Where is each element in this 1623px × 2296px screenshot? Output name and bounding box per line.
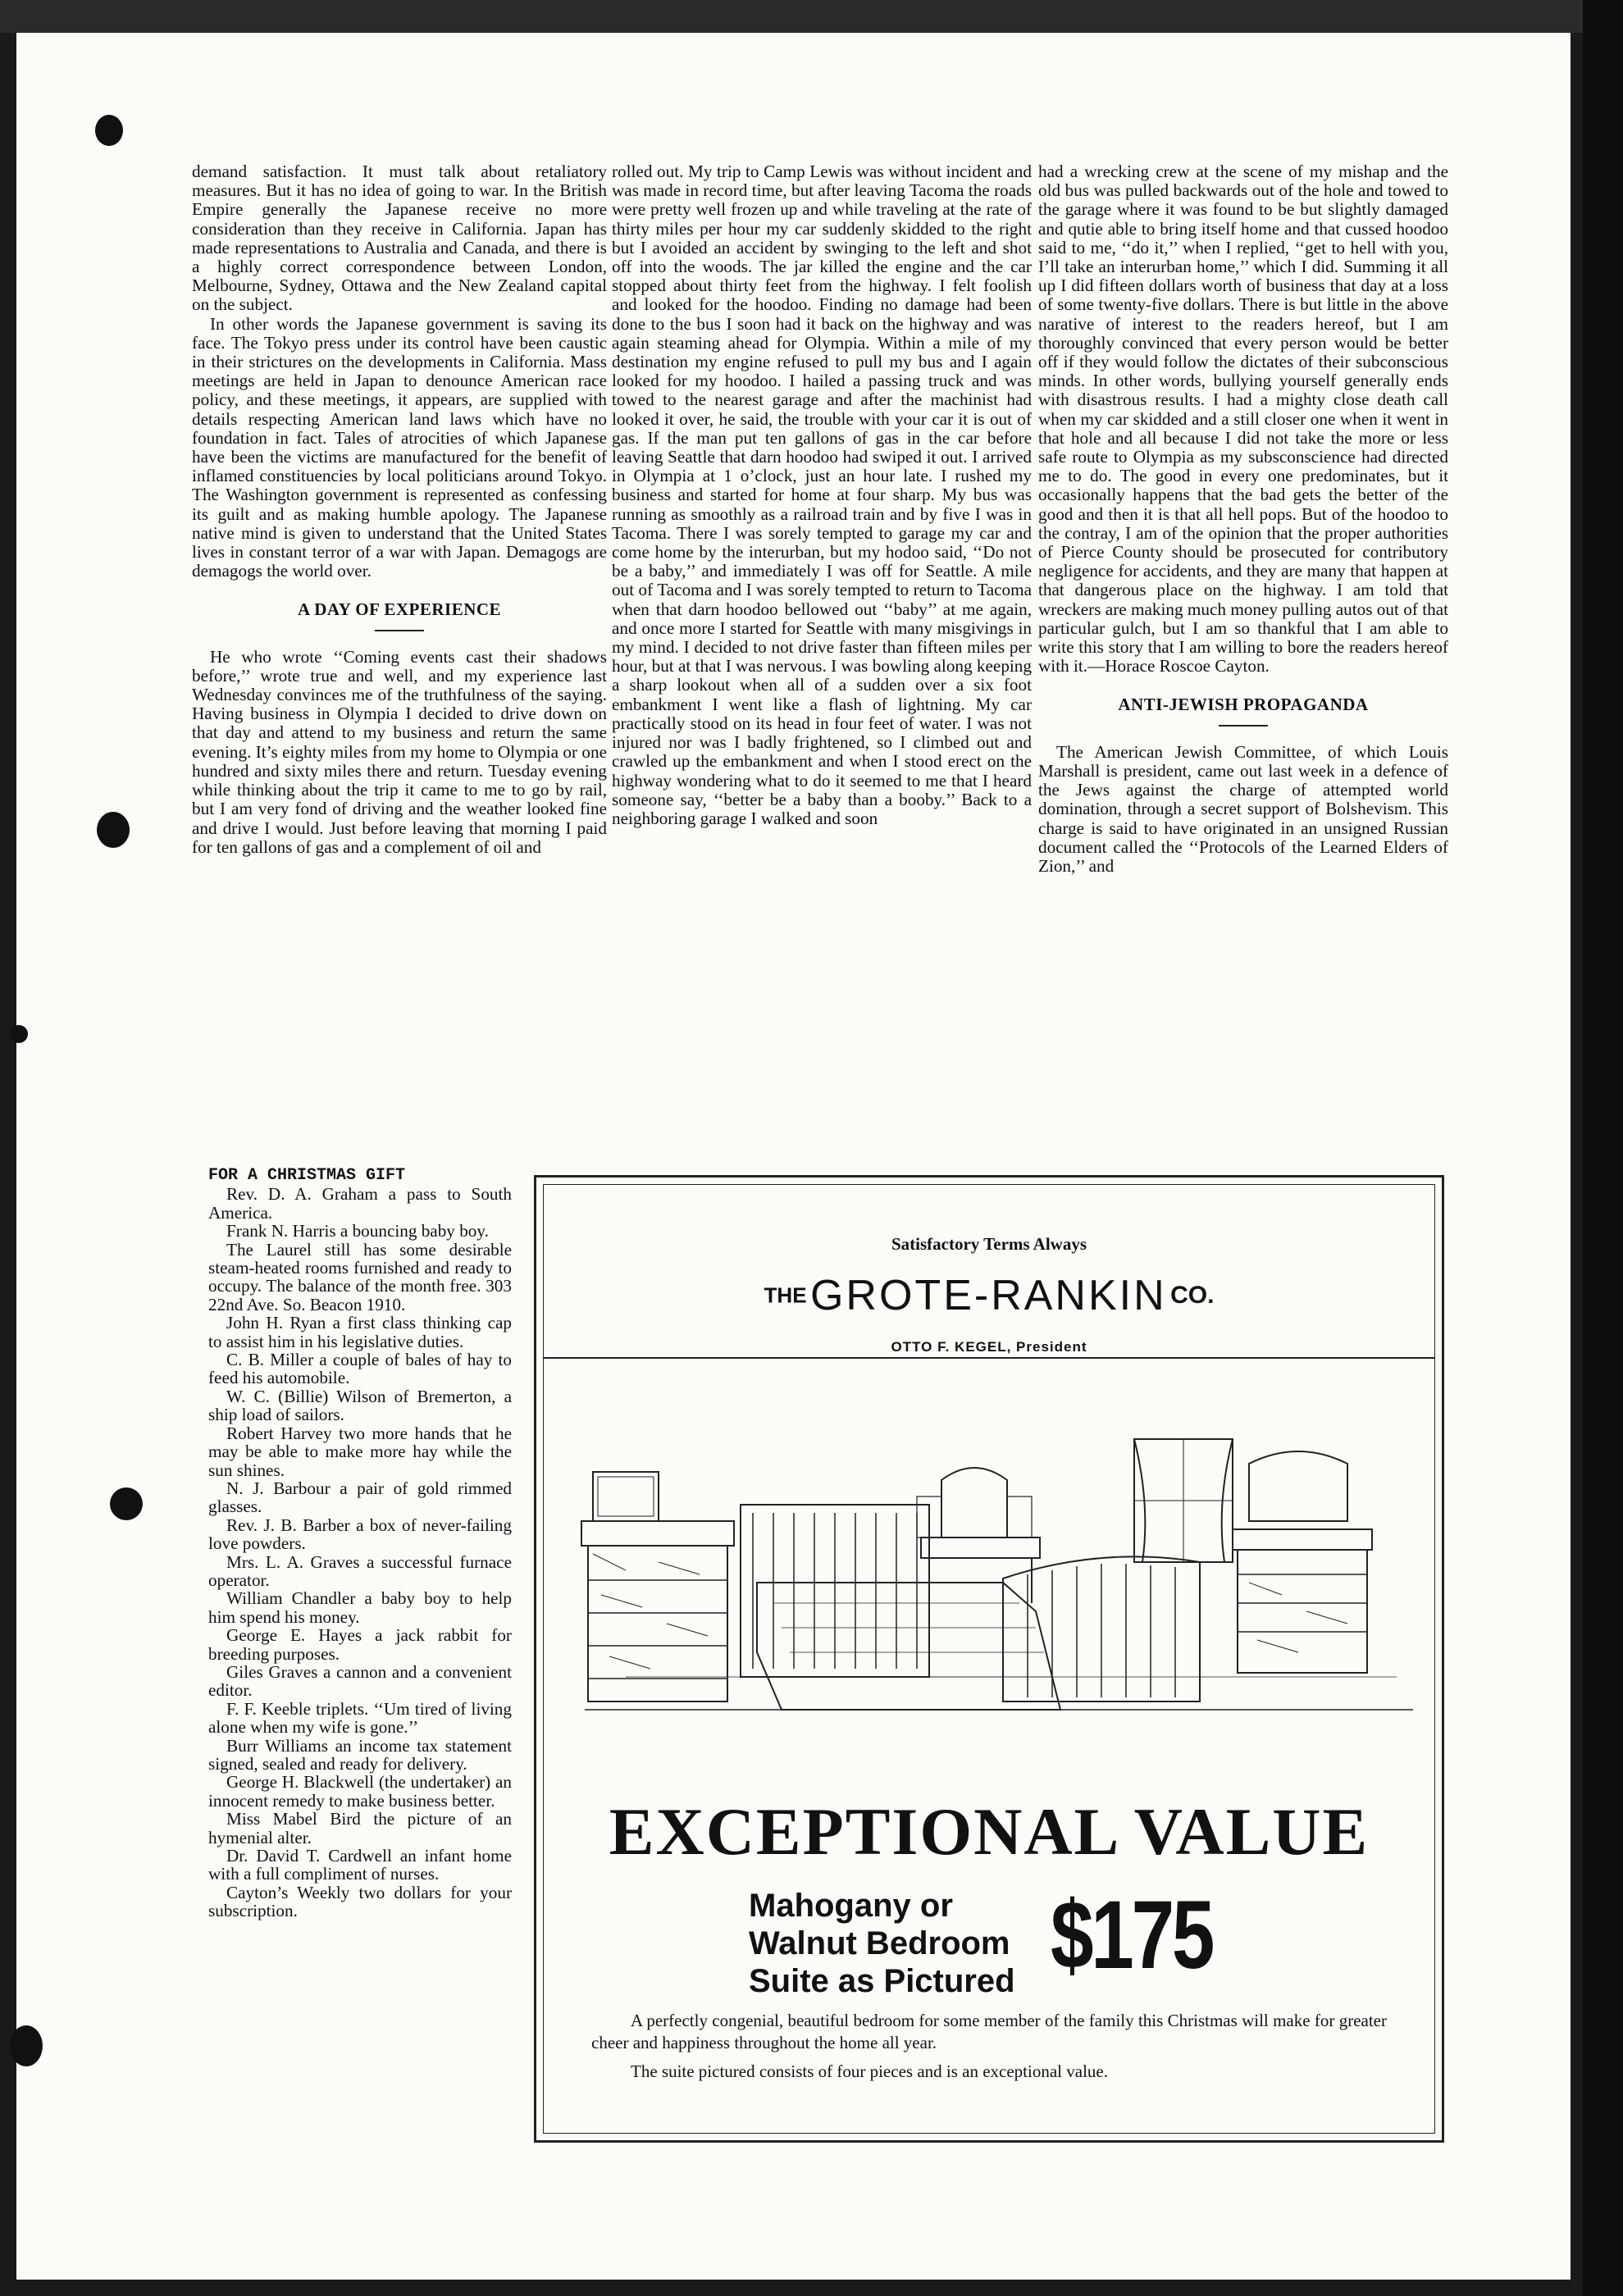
ad-president: OTTO F. KEGEL, President — [891, 1339, 1087, 1355]
gift-item: George H. Blackwell (the undertaker) an innocent remedy to make business better. — [208, 1772, 512, 1811]
brand-name: GROTE-RANKIN — [809, 1272, 1167, 1319]
ad-price: $175 — [1051, 1881, 1213, 1989]
gift-item: Robert Harvey two more hands that he may be able to make more hay while the sun shines. — [208, 1423, 512, 1480]
paragraph: rolled out. My trip to Camp Lewis was without incident and was made in record time, but after leaving Tacoma the roads were pretty well frozen up and while traveling at the rate of thirty miles per hour my car suddenly skidded to the right but I avoided an accident by swinging to the left and shot off into the woods. The jar killed the engine and the car stopped about thirty feet from the highway. I felt foolish and looked for the hoodoo. Finding no damage had been done to the bus I soon had it back on the highway and was again steaming ahead for Olympia. Within a mile of my destination my engine refused to pull my bus and I again looked for my hoodoo. I hailed a passing truck and was towed to the nearest garage and after the machinist had looked it over, he said, the trouble with your car it is out of gas. If the man put ten gallons of gas in the car before leaving Seattle that darn hoodoo had swiped it out. I arrived in Olympia at 1 o’clock, just an hour late. I rushed my business and started for home at four sharp. My bus was running as smoothly as a railroad train and by five I was in Tacoma. There I was sorely tempted to garage my car and come home by the interurban, but my hodoo said, ‘‘Do not be a baby,’’ and immediately I was off for Seattle. A mile out of Tacoma and I was sorely tempted to return to Tacoma when that darn hoodoo bellowed out ‘‘baby’’ at me again, and once more I started for Seattle with many misgivings in my mind. I decided to not drive faster than fifteen miles per hour, but at that I was nervous. I was bowling along keeping a sharp lookout when all of a sudden over a six foot embankment I went like a flash of lightning. My car practically stood on its head in four feet of water. I was not injured nor was I badly frightened, so I climbed out and crawled up the embankment and when I stood erect on the highway wondering what to do it seemed to me that I heard someone say, ‘‘better be a baby than a booby.’’ Back to a neighboring garage I walked and soon — [612, 162, 1032, 828]
gift-item: Cayton’s Weekly two dollars for your subscription. — [208, 1882, 512, 1921]
ad-inner-border — [543, 1184, 1435, 2134]
punch-hole — [110, 1487, 143, 1520]
column-2 — [612, 162, 1032, 828]
bedroom-suite-illustration — [577, 1406, 1421, 1726]
ad-suite-description — [749, 1887, 1044, 2000]
paragraph: In other words the Japanese government is saving its face. The Tokyo press under its control have been caustic in their strictures on the developments in California. Mass meetings are held in Japan to denounce American race policy, and these meetings, it appears, are supplied with details respecting American land laws which have no foundation in fact. Tales of atrocities of which Japanese have been the victims are manufactured for the benefit of inflamed constituencies by local politicians around Tokyo. The Washington government is represented as confessing its guilt and as making humble apology. The Japanese native mind is given to understand that the United States lives in constant terror of a war with Japan. Demagogs are demagogs the world over. — [192, 313, 607, 581]
scan-border-top — [0, 0, 1623, 33]
gift-item: Rev. D. A. Graham a pass to South America. — [208, 1184, 512, 1223]
gift-item: N. J. Barbour a pair of gold rimmed glasses. — [208, 1478, 512, 1517]
grote-rankin-advertisement — [534, 1175, 1444, 2143]
gift-item: Dr. David T. Cardwell an infant home with a full compliment of nurses. — [208, 1846, 512, 1884]
headline-rule — [1219, 725, 1268, 727]
ad-header — [544, 1185, 1434, 1359]
punch-hole — [95, 115, 123, 146]
suite-line: Mahogany or — [749, 1888, 953, 1924]
gift-item: Burr Williams an income tax statement signed, sealed and ready for delivery. — [208, 1735, 512, 1774]
ad-desc-paragraph: A perfectly congenial, beautiful bedroom for some member of the family this Christmas will make for greater cheer and happiness throughout the home all year. — [591, 2011, 1387, 2052]
gift-list-title: FOR A CHRISTMAS GIFT — [208, 1166, 406, 1185]
punch-hole — [10, 1025, 28, 1043]
gift-item: John H. Ryan a first class thinking cap to assist him in his legislative duties. — [208, 1313, 512, 1351]
punch-hole — [10, 2025, 43, 2066]
column-1 — [192, 162, 607, 857]
ad-headline: EXCEPTIONAL VALUE — [609, 1794, 1370, 1869]
ad-terms: Satisfactory Terms Always — [891, 1234, 1087, 1254]
suite-line: Walnut Bedroom — [749, 1925, 1010, 1961]
gift-item: Rev. J. B. Barber a box of never-failing love powders. — [208, 1515, 512, 1554]
scan-border-right — [1583, 0, 1623, 2296]
paragraph: demand satisfaction. It must talk about retaliatory measures. But it has no idea of going to war. In the British Empire generally the Japanese receive no more consideration than they receive in California. Japan has made representations to Australia and Canada, and there is a highly correct correspondence between London, Melbourne, Sydney, Ottawa and the New Zealand capital on the subject. — [192, 162, 607, 315]
paragraph: The American Jewish Committee, of which Louis Marshall is president, came out last week in a defence of the Jews against the charge of attempted world domination, through a secret support of Bolshevism. This charge is said to have originated in an unsigned Russian document called the ‘‘Protocols of the Learned Elders of Zion,’’ and — [1038, 741, 1448, 876]
brand-the: THE — [764, 1282, 807, 1308]
gift-item: George E. Hayes a jack rabbit for breeding purposes. — [208, 1625, 512, 1664]
headline-day-of-experience: A DAY OF EXPERIENCE — [297, 599, 502, 620]
gift-item: C. B. Miller a couple of bales of hay to feed his automobile. — [208, 1350, 512, 1388]
gift-item: William Chandler a baby boy to help him spend his money. — [208, 1588, 512, 1627]
newspaper-page — [16, 33, 1571, 2280]
gift-item: F. F. Keeble triplets. ‘‘Um tired of living alone when my wife is gone.’’ — [208, 1698, 512, 1738]
headline-anti-jewish-propaganda: ANTI-JEWISH PROPAGANDA — [1118, 695, 1369, 715]
suite-line: Suite as Pictured — [749, 1963, 1015, 1999]
gift-item: Giles Graves a cannon and a convenient editor. — [208, 1661, 512, 1701]
ad-description — [591, 2010, 1387, 2089]
gift-item: The Laurel still has some desirable steam-heated rooms furnished and ready to occupy. The balance of the month free. 303 22nd Ave. So. Beacon 1910. — [208, 1239, 512, 1314]
christmas-gift-column — [208, 1167, 512, 1920]
paragraph: He who wrote ‘‘Coming events cast their shadows before,’’ wrote true and well, and my experience last Wednesday convinces me of the truthfulness of the saying. Having business in Olympia I decided to drive down on that day and attend to my business and return the same evening. It’s eighty miles from my home to Olympia or one hundred and sixty miles there and return. Tuesday evening while thinking about the trip it came to me to go by rail, but I am very fond of driving and the weather looked fine and drive I would. Just before leaving that morning I paid for ten gallons of gas and a complement of oil and — [192, 646, 607, 857]
gift-item: Mrs. L. A. Graves a successful furnace operator. — [208, 1551, 512, 1590]
ad-desc-paragraph: The suite pictured consists of four pieces and is an exceptional value. — [631, 2061, 1108, 2081]
headline-rule — [375, 630, 424, 631]
column-3 — [1038, 162, 1448, 876]
paragraph: had a wrecking crew at the scene of my mishap and the old bus was pulled backwards out of the hole and towed to the garage where it was found to be but slightly damaged and qutie able to bring itself home and that cussed hoodoo said to me, ‘‘do it,’’ when I replied, ‘‘get to hell with you, I’ll take an interurban home,’’ which I did. Summing it all up I did fifteen dollars worth of business that day at a loss of some twenty-five dollars. There is but little in the above narative of interest to the readers hereof, but I am thoroughly convinced that every person would be better off if they would follow the dictates of their subconscious minds. In other words, bullying yourself generally ends with disastrous results. I had a mighty close death call when my car skidded and a still closer one when it went in that hole and all because I did not take the more or less safe route to Olympia as my subsconscience had directed me to do. The good in every one predominates, but it occasionally happens that the bad gets the better of the good and then it is that all hell pops. But of the hoodoo to the contray, I am of the opinion that the proper authorities of Pierce County should be prosecuted for contributory negligence for accidents, and they are many that happen at that dangerous place on the highway. I am told that wreckers are making much money pulling autos out of that particular gulch, but I am so thankful that I am able to write this story that I am willing to bore the readers hereof with it.—Horace Roscoe Cayton. — [1038, 162, 1448, 676]
gift-item: W. C. (Billie) Wilson of Bremerton, a ship load of sailors. — [208, 1386, 512, 1425]
punch-hole — [97, 812, 130, 848]
gift-item: Miss Mabel Bird the picture of an hymenial alter. — [208, 1809, 512, 1847]
gift-item: Frank N. Harris a bouncing baby boy. — [226, 1221, 489, 1241]
brand-co: CO. — [1170, 1282, 1215, 1309]
brand-logo — [544, 1271, 1434, 1320]
